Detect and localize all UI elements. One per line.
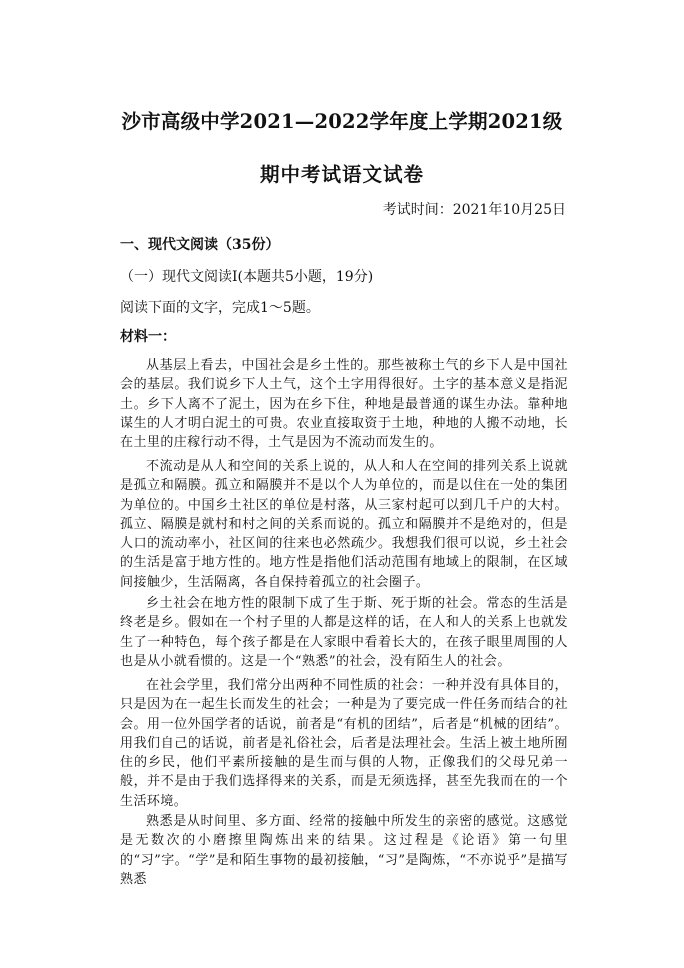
paragraph: 熟悉是从时间里、多方面、经常的接触中所发生的亲密的感觉。这感觉是无数次的小磨擦里陶炼出来的结果。这过程是《论语》第一句里的“习”字。“学”是和陌生事物的最初接触，“习”是陶炼，“不亦说乎”是描写熟悉	[120, 814, 568, 887]
section-heading: 一、现代文阅读（35份）	[120, 237, 280, 253]
reading-instruction: 阅读下面的文字，完成1～5题。	[120, 300, 320, 316]
document-title-line-1: 沙市高级中学2021—2022学年度上学期2021级	[121, 110, 563, 133]
material-label: 材料一：	[120, 329, 176, 345]
exam-time: 考试时间：2021年10月25日	[382, 202, 566, 218]
document-title-line-2: 期中考试语文试卷	[259, 163, 424, 186]
paragraph: 在社会学里，我们常分出两种不同性质的社会：一种并没有具体目的，只是因为在一起生长而发生的社会；一种是为了要完成一件任务而结合的社会。用一位外国学者的话说，前者是“有机的团结”，后者是“机械的团结”。用我们自己的话说，前者是礼俗社会，后者是法理社会。生活上被土地所囿住的乡民，他们平素所接触的是生而与俱的人物，正像我们的父母兄弟一般，并不是由于我们选择得来的关系，而是无须选择，甚至先我而在的一个生活环境。	[120, 678, 568, 809]
subsection-heading: （一）现代文阅读Ⅰ(本题共5小题，19分)	[120, 269, 374, 285]
paragraph: 不流动是从人和空间的关系上说的，从人和人在空间的排列关系上说就是孤立和隔膜。孤立和隔膜并不是以个人为单位的，而是以住在一处的集团为单位的。中国乡土社区的单位是村落，从三家村起可以到几千户的大村。孤立、隔膜是就村和村之间的关系而说的。孤立和隔膜并不是绝对的，但是人口的流动率小，社区间的往来也必然疏少。我想我们很可以说，乡土社会的生活是富于地方性的。地方性是指他们活动范围有地域上的限制，在区域间接触少，生活隔离，各自保持着孤立的社会圈子。	[120, 459, 568, 590]
paragraph: 乡土社会在地方性的限制下成了生于斯、死于斯的社会。常态的生活是终老是乡。假如在一个村子里的人都是这样的话，在人和人的关系上也就发生了一种特色，每个孩子都是在人家眼中看着长大的，在孩子眼里周围的人也是从小就看惯的。这是一个“熟悉”的社会，没有陌生人的社会。	[120, 596, 568, 669]
paragraph: 从基层上看去，中国社会是乡土性的。那些被称土气的乡下人是中国社会的基层。我们说乡下人土气，这个土字用得很好。土字的基本意义是指泥土。乡下人离不了泥土，因为在乡下住，种地是最普通的谋生办法。靠种地谋生的人才明白泥土的可贵。农业直接取资于土地，种地的人搬不动地，长在土里的庄稼行动不得，土气是因为不流动而发生的。	[120, 358, 568, 451]
